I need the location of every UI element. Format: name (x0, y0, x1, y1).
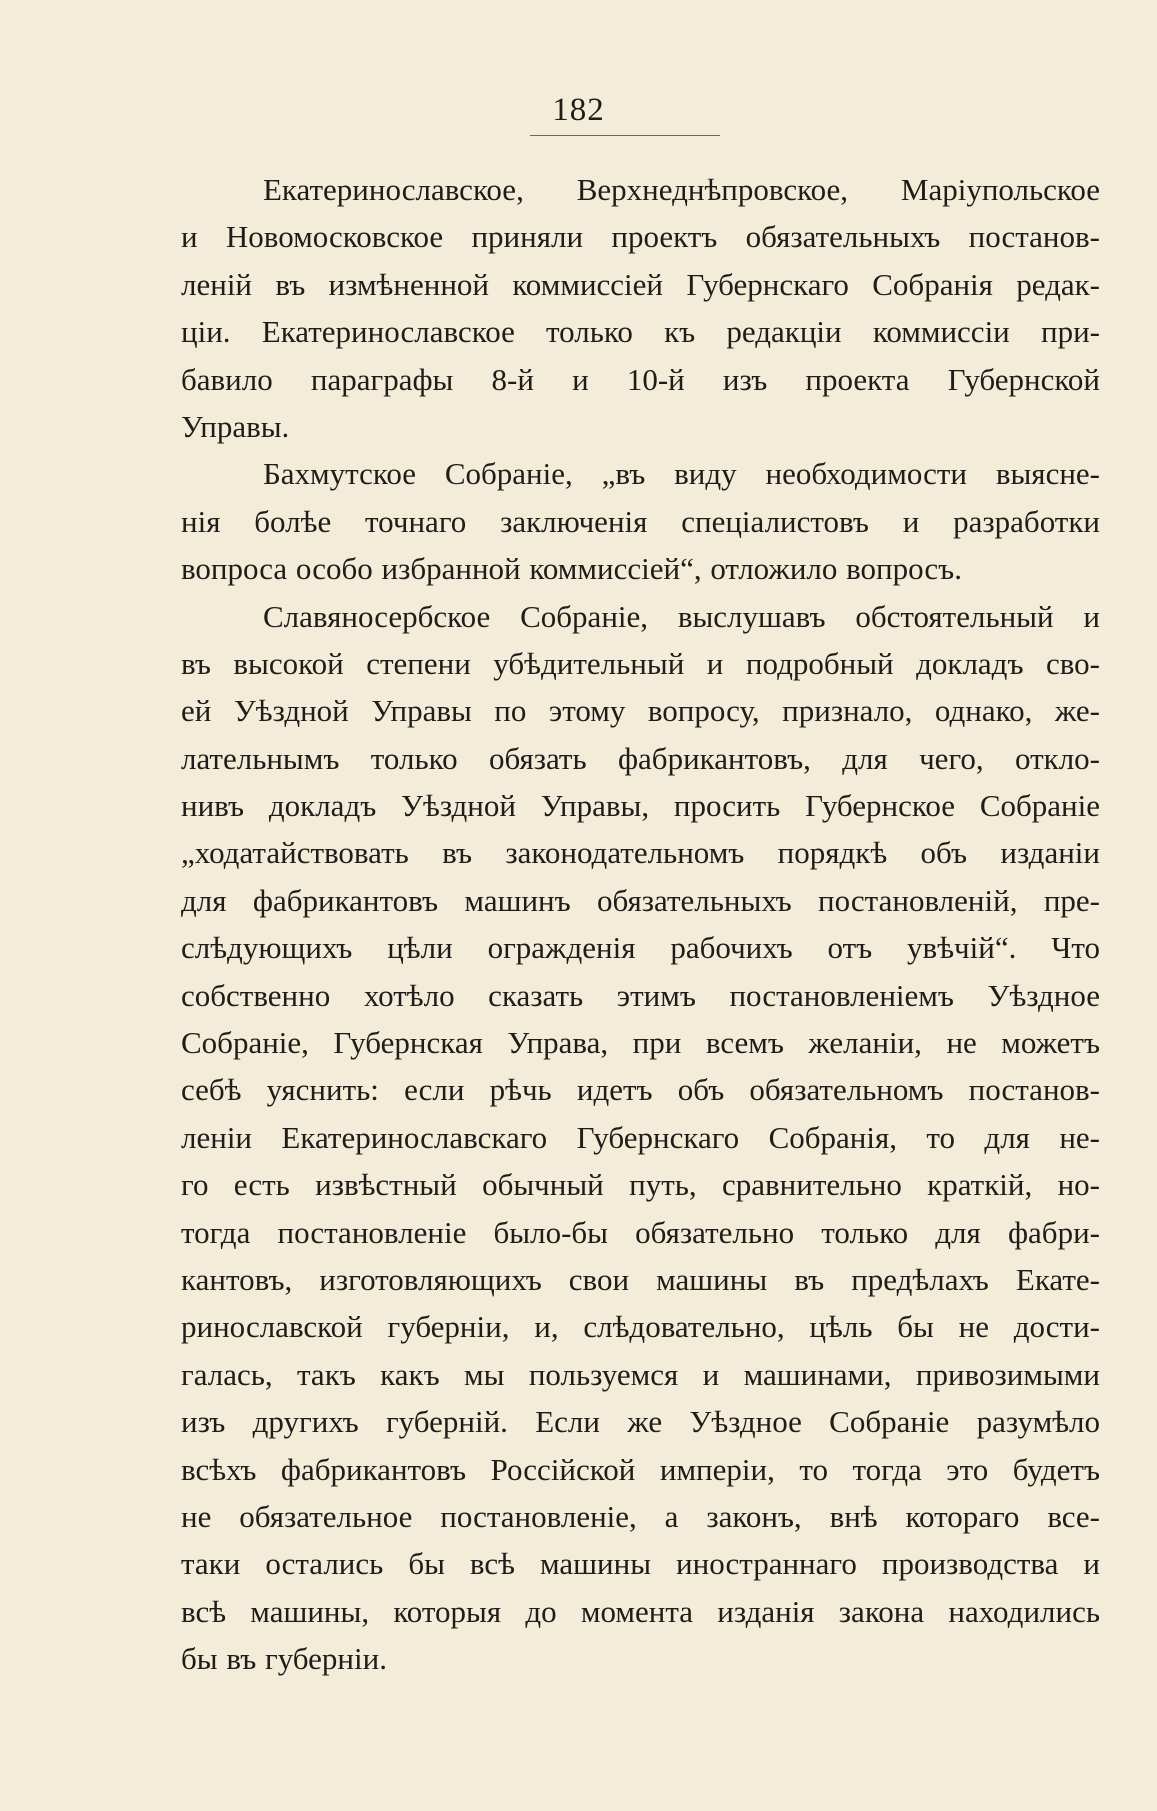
text-line: и Новомосковское приняли проектъ обязательныхъ постанов- (181, 219, 1100, 255)
paragraph (181, 166, 1100, 450)
text-line: изъ другихъ губерній. Если же Уѣздное Собраніе разумѣло (181, 1404, 1100, 1440)
text-line: бавило параграфы 8-й и 10-й изъ проекта Губернской (181, 361, 1100, 397)
page-number: 182 (552, 92, 605, 128)
text-line: вопроса особо избранной коммиссіей“, отложило вопросъ. (181, 551, 962, 587)
text-line: го есть извѣстный обычный путь, сравнительно краткій, но- (181, 1167, 1100, 1203)
text-line: нія болѣе точнаго заключенія спеціалистовъ и разработки (181, 503, 1100, 539)
paragraph (181, 593, 1100, 1683)
text-line: Управы. (181, 408, 290, 444)
text-line: всѣхъ фабрикантовъ Россійской имперіи, то тогда это будетъ (181, 1451, 1100, 1487)
text-line: ей Уѣздной Управы по этому вопросу, признало, однако, же- (181, 693, 1100, 729)
text-line: Собраніе, Губернская Управа, при всемъ желаніи, не можетъ (181, 1025, 1100, 1061)
paragraph (181, 450, 1100, 592)
text-line: бы въ губерніи. (181, 1641, 387, 1677)
text-line: галась, такъ какъ мы пользуемся и машинами, привозимыми (181, 1356, 1100, 1392)
text-line: лательнымъ только обязать фабрикантовъ, для чего, откло- (181, 740, 1100, 776)
text-line: Екатеринославское, Верхнеднѣпровское, Маріупольское (263, 172, 1100, 207)
text-line: всѣ машины, которыя до момента изданія закона находились (181, 1593, 1100, 1629)
text-line: не обязательное постановленіе, а законъ, внѣ котораго все- (181, 1498, 1100, 1534)
body-text (181, 166, 1100, 1683)
text-line: Бахмутское Собраніе, „въ виду необходимости выясне- (263, 456, 1100, 492)
text-line: таки остались бы всѣ машины иностраннаго производства и (181, 1546, 1100, 1582)
text-line: ринославской губерніи, и, слѣдовательно, цѣль бы не дости- (181, 1309, 1100, 1345)
header-rule (530, 135, 720, 136)
text-line: слѣдующихъ цѣли огражденія рабочихъ отъ увѣчій“. Что (181, 930, 1100, 966)
text-line: леніи Екатеринославскаго Губернскаго Собранія, то для не- (181, 1119, 1100, 1155)
text-line: леній въ измѣненной коммиссіей Губернскаго Собранія редак- (181, 266, 1100, 302)
text-line: собственно хотѣло сказать этимъ постановленіемъ Уѣздное (181, 977, 1100, 1013)
text-line: въ высокой степени убѣдительный и подробный докладъ сво- (181, 645, 1100, 681)
text-line: для фабрикантовъ машинъ обязательныхъ постановленій, пре- (181, 882, 1100, 918)
text-line: „ходатайствовать въ законодательномъ порядкѣ объ изданіи (181, 835, 1100, 871)
text-line: Славяносербское Собраніе, выслушавъ обстоятельный и (263, 598, 1100, 634)
text-line: ціи. Екатеринославское только къ редакціи коммиссіи при- (181, 314, 1100, 350)
text-line: себѣ уяснить: если рѣчь идетъ объ обязательномъ постанов- (181, 1072, 1100, 1108)
text-line: тогда постановленіе было-бы обязательно только для фабри- (181, 1214, 1100, 1250)
text-line: кантовъ, изготовляющихъ свои машины въ предѣлахъ Екате- (181, 1261, 1100, 1297)
text-line: нивъ докладъ Уѣздной Управы, просить Губернское Собраніе (181, 788, 1100, 824)
